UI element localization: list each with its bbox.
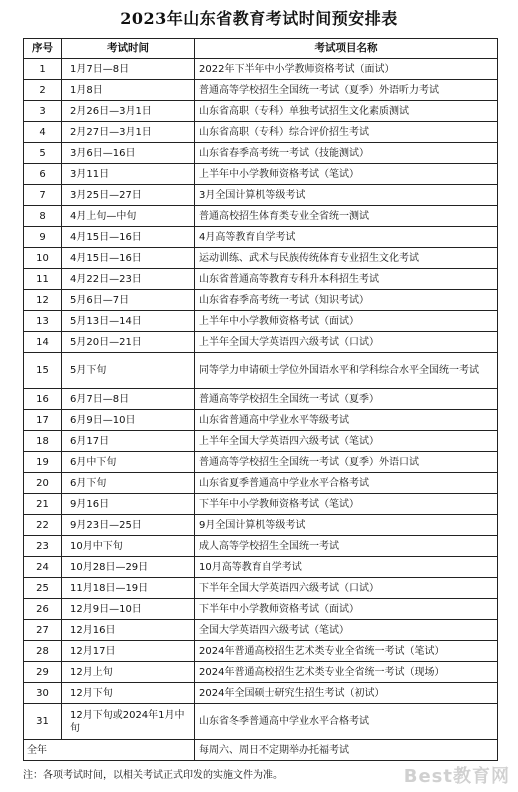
row-exam-name: 山东省春季高考统一考试（技能测试） <box>195 143 498 164</box>
header-name: 考试项目名称 <box>195 39 498 59</box>
table-row <box>24 494 498 515</box>
row-time: 6月17日 <box>62 431 195 452</box>
row-number: 19 <box>24 452 62 473</box>
row-time: 6月9日—10日 <box>62 410 195 431</box>
row-exam-name: 山东省春季高考统一考试（知识考试） <box>195 290 498 311</box>
row-number: 1 <box>24 59 62 80</box>
row-number: 10 <box>24 248 62 269</box>
row-time: 5月下旬 <box>62 353 195 389</box>
table-row <box>24 641 498 662</box>
table-row <box>24 185 498 206</box>
table-row <box>24 662 498 683</box>
row-number: 29 <box>24 662 62 683</box>
row-time: 6月中下旬 <box>62 452 195 473</box>
row-exam-name: 上半年中小学教师资格考试（笔试） <box>195 164 498 185</box>
row-exam-name: 2024年全国硕士研究生招生考试（初试） <box>195 683 498 704</box>
footer-label: 全年 <box>24 740 195 761</box>
row-time: 12月下旬或2024年1月中旬 <box>62 704 195 740</box>
row-time: 5月20日—21日 <box>62 332 195 353</box>
row-exam-name: 普通高校招生体育类专业全省统一测试 <box>195 206 498 227</box>
row-time: 4月15日—16日 <box>62 227 195 248</box>
row-exam-name: 运动训练、武术与民族传统体育专业招生文化考试 <box>195 248 498 269</box>
row-number: 27 <box>24 620 62 641</box>
row-exam-name: 9月全国计算机等级考试 <box>195 515 498 536</box>
row-number: 3 <box>24 101 62 122</box>
row-exam-name: 下半年中小学教师资格考试（笔试） <box>195 494 498 515</box>
row-time: 12月16日 <box>62 620 195 641</box>
row-time: 5月6日—7日 <box>62 290 195 311</box>
table-body <box>24 59 498 761</box>
table-row <box>24 683 498 704</box>
row-time: 12月上旬 <box>62 662 195 683</box>
row-number: 12 <box>24 290 62 311</box>
row-time: 4月15日—16日 <box>62 248 195 269</box>
table-row <box>24 353 498 389</box>
row-exam-name: 普通高等学校招生全国统一考试（夏季）外语口试 <box>195 452 498 473</box>
row-exam-name: 山东省高职（专科）单独考试招生文化素质测试 <box>195 101 498 122</box>
table-row <box>24 578 498 599</box>
row-exam-name: 3月全国计算机等级考试 <box>195 185 498 206</box>
row-number: 2 <box>24 80 62 101</box>
row-number: 21 <box>24 494 62 515</box>
row-time: 9月16日 <box>62 494 195 515</box>
row-exam-name: 上半年全国大学英语四六级考试（口试） <box>195 332 498 353</box>
row-number: 28 <box>24 641 62 662</box>
table-row <box>24 164 498 185</box>
row-number: 13 <box>24 311 62 332</box>
row-time: 4月22日—23日 <box>62 269 195 290</box>
row-number: 31 <box>24 704 62 740</box>
table-row <box>24 101 498 122</box>
row-time: 12月17日 <box>62 641 195 662</box>
row-exam-name: 山东省普通高中学业水平等级考试 <box>195 410 498 431</box>
row-time: 9月23日—25日 <box>62 515 195 536</box>
row-time: 2月27日—3月1日 <box>62 122 195 143</box>
table-row <box>24 311 498 332</box>
watermark: Best教育网 <box>403 766 510 787</box>
row-time: 12月下旬 <box>62 683 195 704</box>
table-row <box>24 620 498 641</box>
row-exam-name: 下半年中小学教师资格考试（面试） <box>195 599 498 620</box>
row-number: 25 <box>24 578 62 599</box>
footer-exam-name: 每周六、周日不定期举办托福考试 <box>195 740 498 761</box>
table-row-footer <box>24 740 498 761</box>
table-row <box>24 410 498 431</box>
row-exam-name: 上半年中小学教师资格考试（面试） <box>195 311 498 332</box>
page-title: 2023年山东省教育考试时间预安排表 <box>120 9 398 28</box>
table-row <box>24 122 498 143</box>
row-time: 2月26日—3月1日 <box>62 101 195 122</box>
table-row <box>24 143 498 164</box>
table-row <box>24 536 498 557</box>
row-time: 5月13日—14日 <box>62 311 195 332</box>
row-time: 1月7日—8日 <box>62 59 195 80</box>
row-number: 8 <box>24 206 62 227</box>
table-row <box>24 269 498 290</box>
row-number: 20 <box>24 473 62 494</box>
exam-schedule-table <box>23 38 498 761</box>
row-exam-name: 普通高等学校招生全国统一考试（夏季）外语听力考试 <box>195 80 498 101</box>
row-number: 18 <box>24 431 62 452</box>
row-number: 16 <box>24 389 62 410</box>
row-time: 3月6日—16日 <box>62 143 195 164</box>
table-row <box>24 206 498 227</box>
row-exam-name: 4月高等教育自学考试 <box>195 227 498 248</box>
row-number: 6 <box>24 164 62 185</box>
table-row <box>24 515 498 536</box>
table-row <box>24 473 498 494</box>
row-number: 14 <box>24 332 62 353</box>
row-time: 1月8日 <box>62 80 195 101</box>
row-number: 9 <box>24 227 62 248</box>
row-time: 10月中下旬 <box>62 536 195 557</box>
table-row <box>24 389 498 410</box>
header-time: 考试时间 <box>62 39 195 59</box>
table-row <box>24 557 498 578</box>
table-row <box>24 227 498 248</box>
row-number: 5 <box>24 143 62 164</box>
footnote: 注：各项考试时间，以相关考试正式印发的实施文件为准。 <box>23 770 283 781</box>
header-no: 序号 <box>24 39 62 59</box>
row-number: 24 <box>24 557 62 578</box>
row-exam-name: 成人高等学校招生全国统一考试 <box>195 536 498 557</box>
row-exam-name: 下半年全国大学英语四六级考试（口试） <box>195 578 498 599</box>
row-exam-name: 山东省高职（专科）综合评价招生考试 <box>195 122 498 143</box>
row-time: 12月9日—10日 <box>62 599 195 620</box>
row-exam-name: 2024年普通高校招生艺术类专业全省统一考试（现场） <box>195 662 498 683</box>
row-time: 6月下旬 <box>62 473 195 494</box>
table-header-row <box>24 39 498 59</box>
row-time: 11月18日—19日 <box>62 578 195 599</box>
row-exam-name: 全国大学英语四六级考试（笔试） <box>195 620 498 641</box>
row-number: 30 <box>24 683 62 704</box>
table-row <box>24 704 498 740</box>
table-row <box>24 431 498 452</box>
table-row <box>24 599 498 620</box>
row-time: 4月上旬—中旬 <box>62 206 195 227</box>
row-exam-name: 2022年下半年中小学教师资格考试（面试） <box>195 59 498 80</box>
row-time: 6月7日—8日 <box>62 389 195 410</box>
row-number: 17 <box>24 410 62 431</box>
table-row <box>24 80 498 101</box>
table-row <box>24 290 498 311</box>
row-exam-name: 普通高等学校招生全国统一考试（夏季） <box>195 389 498 410</box>
table-row <box>24 452 498 473</box>
row-number: 11 <box>24 269 62 290</box>
row-time: 3月25日—27日 <box>62 185 195 206</box>
row-number: 23 <box>24 536 62 557</box>
row-time: 10月28日—29日 <box>62 557 195 578</box>
row-exam-name: 同等学力申请硕士学位外国语水平和学科综合水平全国统一考试 <box>195 353 498 389</box>
table-row <box>24 59 498 80</box>
row-exam-name: 10月高等教育自学考试 <box>195 557 498 578</box>
row-number: 15 <box>24 353 62 389</box>
table-row <box>24 332 498 353</box>
row-exam-name: 山东省冬季普通高中学业水平合格考试 <box>195 704 498 740</box>
table-row <box>24 248 498 269</box>
row-number: 7 <box>24 185 62 206</box>
row-exam-name: 山东省普通高等教育专科升本科招生考试 <box>195 269 498 290</box>
row-number: 22 <box>24 515 62 536</box>
row-time: 3月11日 <box>62 164 195 185</box>
row-exam-name: 2024年普通高校招生艺术类专业全省统一考试（笔试） <box>195 641 498 662</box>
row-number: 26 <box>24 599 62 620</box>
row-exam-name: 上半年全国大学英语四六级考试（笔试） <box>195 431 498 452</box>
row-exam-name: 山东省夏季普通高中学业水平合格考试 <box>195 473 498 494</box>
row-number: 4 <box>24 122 62 143</box>
